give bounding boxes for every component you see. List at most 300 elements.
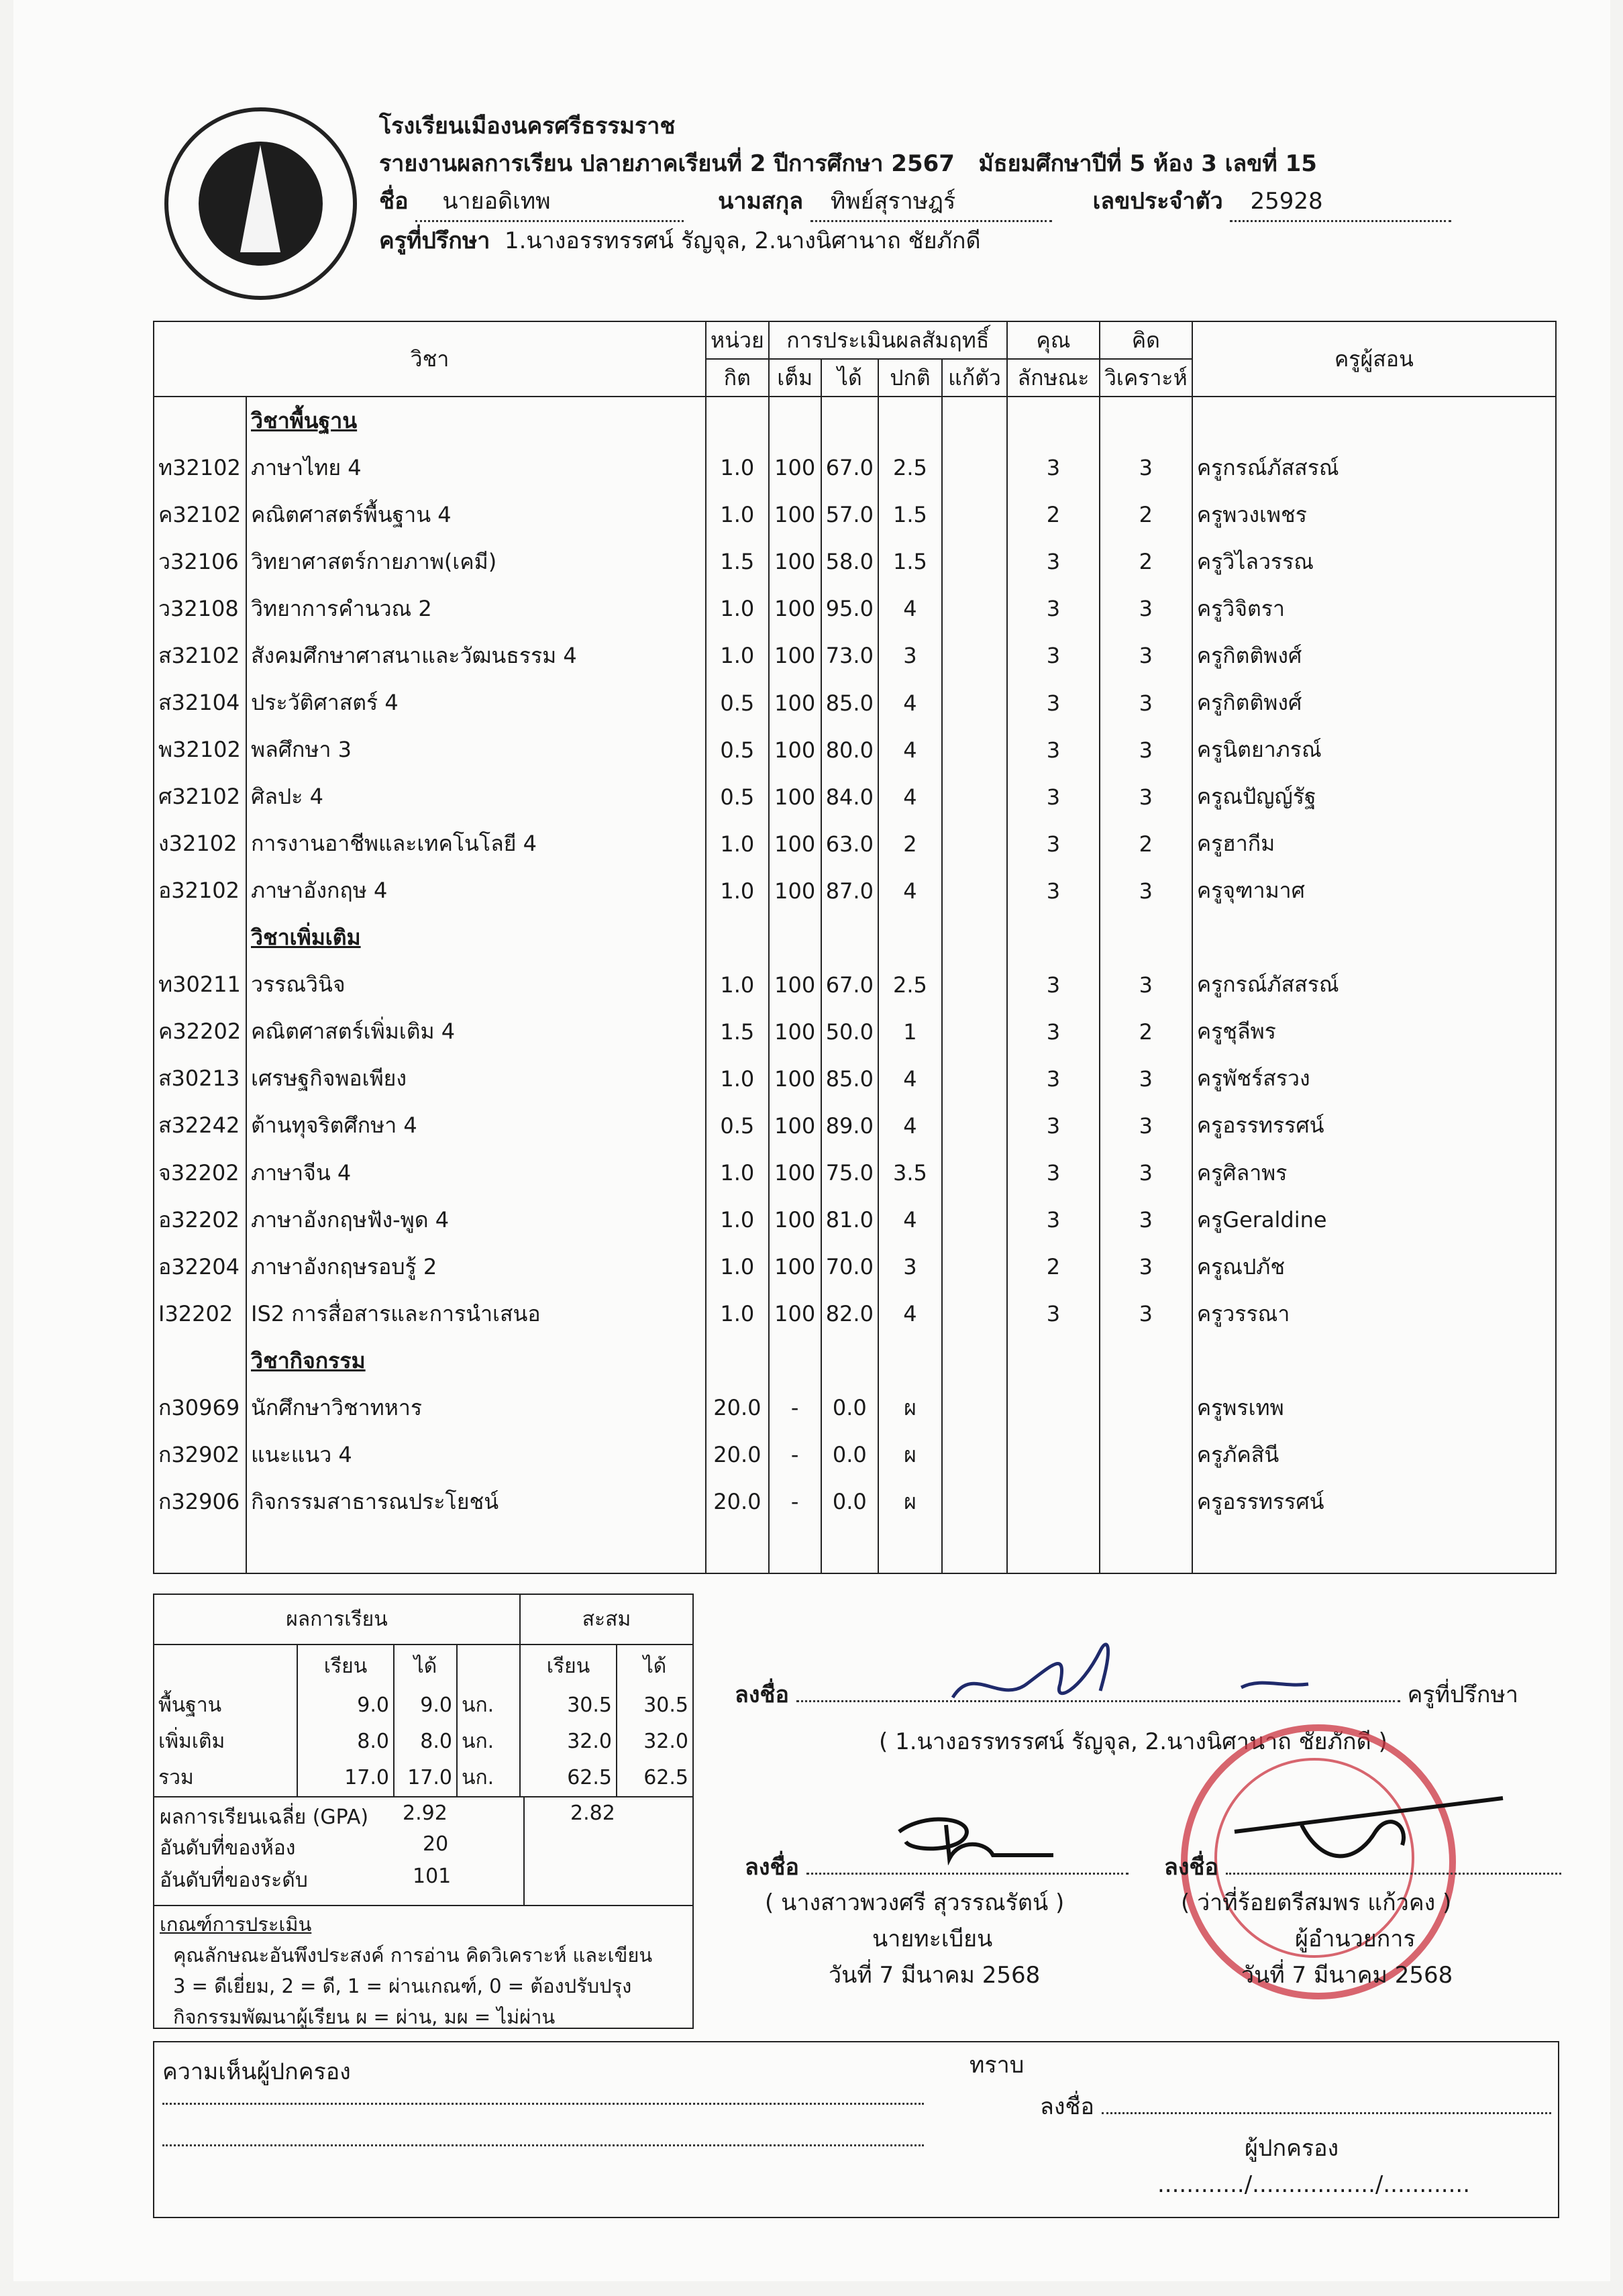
cell-char: 3: [1007, 1102, 1100, 1149]
cell-grade: ผ: [878, 1478, 942, 1525]
learn-label: เรียน: [297, 1645, 394, 1687]
cell-name: การงานอาชีพและเทคโนโลยี 4: [246, 821, 706, 868]
cell-teacher: ครูวิไลวรรณ: [1192, 538, 1556, 585]
cell-score: 84.0: [821, 774, 878, 821]
header-subject: วิชา: [154, 321, 706, 397]
cell-full: -: [769, 1384, 821, 1431]
student-id: 25928: [1230, 182, 1451, 222]
cell-full: 100: [769, 444, 821, 491]
student-surname: ทิพย์สุราษฎร์: [810, 182, 1052, 222]
parent-date-blank[interactable]: ............/................./............: [1157, 2171, 1471, 2198]
cell-char: 3: [1007, 727, 1100, 774]
cell-fix: [942, 680, 1007, 727]
cell-think: 3: [1100, 1290, 1192, 1337]
cell-think: [1100, 1431, 1192, 1478]
cell-name: ภาษาอังกฤษฟัง-พูด 4: [246, 1196, 706, 1243]
cell-name: วิทยาศาสตร์กายภาพ(เคมี): [246, 538, 706, 585]
parent-sign-line[interactable]: [1040, 2088, 1551, 2124]
cell-code: จ32202: [154, 1149, 246, 1196]
header-assessment: การประเมินผลสัมฤทธิ์: [769, 321, 1007, 359]
advisor-signature-scribble: [946, 1624, 1416, 1711]
cell-name: ภาษาอังกฤษ 4: [246, 868, 706, 915]
criteria-line-3: กิจกรรมพัฒนาผู้เรียน ผ = ผ่าน, มผ = ไม่ผ่าน: [173, 2005, 556, 2028]
grades-table: [153, 321, 1557, 1574]
cell-name: วิทยาการคำนวณ 2: [246, 585, 706, 632]
cell-full: 100: [769, 1055, 821, 1102]
cell-code: ก30969: [154, 1384, 246, 1431]
summary-row: [154, 1687, 692, 1724]
cell-think: 3: [1100, 868, 1192, 915]
cell-grade: 1.5: [878, 538, 942, 585]
cell-fix: [942, 1384, 1007, 1431]
cell-fix: [942, 821, 1007, 868]
cell-teacher: ครูพัชร์สรวง: [1192, 1055, 1556, 1102]
criteria-line-1: คุณลักษณะอันพึงประสงค์ การอ่าน คิดวิเคราะห์ และเขียน: [173, 1944, 653, 1967]
cell-code: ส32102: [154, 632, 246, 679]
cell-code: อ32102: [154, 868, 246, 915]
cell-name: ภาษาจีน 4: [246, 1149, 706, 1196]
cell-name: นักศึกษาวิชาทหาร: [246, 1384, 706, 1431]
cell-full: 100: [769, 1196, 821, 1243]
table-row: [154, 1431, 1556, 1478]
table-row: [154, 1008, 1556, 1055]
cell-char: 2: [1007, 491, 1100, 538]
cell-char: 3: [1007, 1290, 1100, 1337]
cell-grade: 1: [878, 1008, 942, 1055]
cell-credit: 0.5: [706, 727, 769, 774]
summary-learn: 17.0: [297, 1760, 394, 1796]
cell-full: 100: [769, 821, 821, 868]
cell-name: แนะแนว 4: [246, 1431, 706, 1478]
cell-think: [1100, 1478, 1192, 1525]
table-row: [154, 821, 1556, 868]
cell-credit: 1.0: [706, 1196, 769, 1243]
cell-score: 63.0: [821, 821, 878, 868]
cell-fix: [942, 774, 1007, 821]
table-row: [154, 538, 1556, 585]
cell-grade: 4: [878, 868, 942, 915]
cell-credit: 1.0: [706, 961, 769, 1008]
cell-score: 58.0: [821, 538, 878, 585]
cell-fix: [942, 1243, 1007, 1290]
cell-char: [1007, 1431, 1100, 1478]
cell-think: 3: [1100, 444, 1192, 491]
comment-line-2[interactable]: [162, 2144, 924, 2146]
cell-score: 0.0: [821, 1478, 878, 1525]
cell-grade: 1.5: [878, 491, 942, 538]
cell-full: 100: [769, 727, 821, 774]
cell-char: 3: [1007, 1196, 1100, 1243]
cell-name: ประวัติศาสตร์ 4: [246, 680, 706, 727]
cell-code: ก32902: [154, 1431, 246, 1478]
cell-grade: 4: [878, 680, 942, 727]
cell-credit: 1.0: [706, 632, 769, 679]
section-title: วิชาพื้นฐาน: [246, 397, 706, 444]
cell-teacher: ครูวรรณา: [1192, 1290, 1556, 1337]
table-row: [154, 632, 1556, 679]
advisor-names-signature: ( 1.นางอรรทรรศน์ รัญจุล, 2.นางนิศานาถ ชัยภักดี ): [879, 1728, 1388, 1755]
cell-think: 3: [1100, 961, 1192, 1008]
cell-full: -: [769, 1431, 821, 1478]
cell-grade: 3: [878, 632, 942, 679]
cell-full: 100: [769, 774, 821, 821]
header-character-1: คุณ: [1007, 321, 1100, 359]
cell-fix: [942, 868, 1007, 915]
table-row: [154, 1102, 1556, 1149]
header-analysis-1: คิด: [1100, 321, 1192, 359]
cell-fix: [942, 1196, 1007, 1243]
report-title-text: รายงานผลการเรียน ปลายภาคเรียนที่ 2 ปีการศึกษา 2567: [379, 150, 955, 177]
cell-char: 3: [1007, 444, 1100, 491]
student-name: นายอดิเทพ: [415, 182, 684, 222]
cell-credit: 1.0: [706, 1290, 769, 1337]
registrar-sign-label: ลงชื่อ: [745, 1854, 799, 1881]
cell-think: 3: [1100, 727, 1192, 774]
parent-comment-label: ความเห็นผู้ปกครอง: [162, 2058, 351, 2085]
cell-score: 0.0: [821, 1384, 878, 1431]
cell-score: 67.0: [821, 961, 878, 1008]
table-row: [154, 1243, 1556, 1290]
cell-grade: 2.5: [878, 444, 942, 491]
advisor-line: [379, 222, 1451, 260]
parent-sign-label: ลงชื่อ: [1040, 2093, 1094, 2120]
director-role: ผู้อำนวยการ: [1295, 1926, 1416, 1952]
rank-room-value: 20: [423, 1832, 449, 1856]
summary-got: 9.0: [394, 1687, 457, 1724]
cell-char: 2: [1007, 1243, 1100, 1290]
cell-name: ภาษาอังกฤษรอบรู้ 2: [246, 1243, 706, 1290]
cell-code: ส30213: [154, 1055, 246, 1102]
criteria-title: เกณฑ์การประเมิน: [160, 1913, 312, 1936]
cell-teacher: ครูชุลีพร: [1192, 1008, 1556, 1055]
cell-char: 3: [1007, 632, 1100, 679]
parent-role: ผู้ปกครอง: [1245, 2135, 1339, 2162]
rank-room-label: อันดับที่ของห้อง: [160, 1836, 296, 1860]
registrar-name: ( นางสาวพวงศรี สุวรรณรัตน์ ): [765, 1889, 1065, 1916]
registrar-date: วันที่ 7 มีนาคม 2568: [829, 1962, 1041, 1989]
cell-credit: 1.0: [706, 444, 769, 491]
cell-grade: 4: [878, 727, 942, 774]
class-info: มัธยมศึกษาปีที่ 5 ห้อง 3 เลขที่ 15: [978, 150, 1317, 177]
cell-think: 3: [1100, 585, 1192, 632]
cell-teacher: ครูณปัญญ์รัฐ: [1192, 774, 1556, 821]
cell-code: ก32906: [154, 1478, 246, 1525]
cell-grade: ผ: [878, 1384, 942, 1431]
summary-row: [154, 1760, 692, 1796]
cell-score: 57.0: [821, 491, 878, 538]
comment-line-1[interactable]: [162, 2103, 924, 2105]
grades-body: [154, 397, 1556, 1573]
cell-score: 73.0: [821, 632, 878, 679]
table-row: [154, 961, 1556, 1008]
table-row: [154, 1478, 1556, 1525]
cell-think: 3: [1100, 632, 1192, 679]
registrar-signature-scribble: [886, 1805, 1087, 1865]
cell-char: 3: [1007, 680, 1100, 727]
cell-credit: 1.0: [706, 491, 769, 538]
summary-got: 17.0: [394, 1760, 457, 1796]
summary-unit: นก.: [457, 1687, 520, 1724]
id-label: เลขประจำตัว: [1092, 188, 1223, 215]
results-label: ผลการเรียน: [154, 1595, 520, 1645]
gpa-accum-value: 2.82: [570, 1802, 615, 1825]
cell-teacher: ครูภัคสินี: [1192, 1431, 1556, 1478]
cell-grade: 4: [878, 585, 942, 632]
cell-teacher: ครูGeraldine: [1192, 1196, 1556, 1243]
accum-label: สะสม: [582, 1608, 631, 1632]
cell-think: 3: [1100, 1243, 1192, 1290]
cell-teacher: ครูฮากีม: [1192, 821, 1556, 868]
cell-char: [1007, 1478, 1100, 1525]
cell-credit: 1.5: [706, 538, 769, 585]
summary-label: รวม: [158, 1766, 194, 1790]
cell-credit: 20.0: [706, 1384, 769, 1431]
cell-score: 82.0: [821, 1290, 878, 1337]
summary-unit: นก.: [457, 1724, 520, 1760]
cell-name: สังคมศึกษาศาสนาและวัฒนธรรม 4: [246, 632, 706, 679]
report-title: [379, 145, 1451, 182]
summary-learn: 9.0: [297, 1687, 394, 1724]
cell-grade: 3.5: [878, 1149, 942, 1196]
cell-code: ค32202: [154, 1008, 246, 1055]
cell-name: กิจกรรมสาธารณประโยชน์: [246, 1478, 706, 1525]
header-character-2: ลักษณะ: [1007, 359, 1100, 397]
summary-row: [154, 1724, 692, 1760]
student-line: [379, 182, 1451, 222]
cell-char: 3: [1007, 1055, 1100, 1102]
summary-acc-got: 30.5: [617, 1687, 692, 1724]
school-seal-logo: [164, 107, 357, 300]
cell-teacher: ครูณปภัช: [1192, 1243, 1556, 1290]
cell-credit: 0.5: [706, 774, 769, 821]
cell-code: อ32204: [154, 1243, 246, 1290]
cell-fix: [942, 444, 1007, 491]
cell-full: 100: [769, 680, 821, 727]
cell-name: คณิตศาสตร์พื้นฐาน 4: [246, 491, 706, 538]
parent-comment-box: [153, 2041, 1559, 2218]
cell-grade: 4: [878, 774, 942, 821]
cell-full: 100: [769, 1149, 821, 1196]
summary-learn: 8.0: [297, 1724, 394, 1760]
cell-full: 100: [769, 1102, 821, 1149]
cell-score: 67.0: [821, 444, 878, 491]
surname-label: นามสกุล: [718, 188, 804, 215]
cell-score: 89.0: [821, 1102, 878, 1149]
cell-fix: [942, 632, 1007, 679]
cell-code: ท32102: [154, 444, 246, 491]
cell-code: ส32104: [154, 680, 246, 727]
cell-fix: [942, 585, 1007, 632]
table-row: [154, 1290, 1556, 1337]
section-title: วิชากิจกรรม: [246, 1337, 706, 1384]
summary-table: [154, 1595, 692, 1796]
acknowledge-label: ทราบ: [970, 2052, 1025, 2079]
advisor-role: ครูที่ปรึกษา: [1407, 1681, 1518, 1708]
table-row: [154, 1196, 1556, 1243]
cell-score: 85.0: [821, 680, 878, 727]
cell-teacher: ครูกรณ์ภัสสรณ์: [1192, 961, 1556, 1008]
advisor-label: ครูที่ปรึกษา: [379, 227, 490, 254]
summary-got: 8.0: [394, 1724, 457, 1760]
director-sign-label: ลงชื่อ: [1164, 1854, 1218, 1881]
cell-fix: [942, 491, 1007, 538]
cell-code: ท30211: [154, 961, 246, 1008]
cell-score: 95.0: [821, 585, 878, 632]
cell-teacher: ครูจุฑามาศ: [1192, 868, 1556, 915]
cell-grade: 2.5: [878, 961, 942, 1008]
cell-full: 100: [769, 1290, 821, 1337]
cell-teacher: ครูพรเทพ: [1192, 1384, 1556, 1431]
cell-credit: 20.0: [706, 1478, 769, 1525]
cell-think: 2: [1100, 538, 1192, 585]
cell-code: ส32242: [154, 1102, 246, 1149]
cell-name: ต้านทุจริตศึกษา 4: [246, 1102, 706, 1149]
cell-char: 3: [1007, 868, 1100, 915]
header-credit-1: หน่วย: [706, 321, 769, 359]
cell-think: 3: [1100, 1149, 1192, 1196]
cell-full: 100: [769, 585, 821, 632]
cell-grade: 3: [878, 1243, 942, 1290]
cell-full: 100: [769, 1243, 821, 1290]
cell-char: 3: [1007, 585, 1100, 632]
cell-score: 87.0: [821, 868, 878, 915]
section-title: วิชาเพิ่มเติม: [246, 915, 706, 961]
cell-think: 3: [1100, 1102, 1192, 1149]
table-row: [154, 585, 1556, 632]
table-row: [154, 1384, 1556, 1431]
cell-char: 3: [1007, 1149, 1100, 1196]
header-teacher: ครูผู้สอน: [1192, 321, 1556, 397]
cell-score: 50.0: [821, 1008, 878, 1055]
cell-full: 100: [769, 1008, 821, 1055]
cell-think: 2: [1100, 1008, 1192, 1055]
cell-code: ง32102: [154, 821, 246, 868]
cell-fix: [942, 1290, 1007, 1337]
summary-acc-learn: 62.5: [567, 1766, 612, 1790]
rank-level-label: อันดับที่ของระดับ: [160, 1869, 308, 1892]
cell-score: 85.0: [821, 1055, 878, 1102]
cell-name: พลศึกษา 3: [246, 727, 706, 774]
summary-rows: [154, 1687, 692, 1796]
summary-box: [153, 1594, 694, 2029]
cell-full: 100: [769, 632, 821, 679]
cell-credit: 1.5: [706, 1008, 769, 1055]
cell-think: [1100, 1384, 1192, 1431]
cell-credit: 1.0: [706, 1149, 769, 1196]
cell-score: 81.0: [821, 1196, 878, 1243]
cell-full: 100: [769, 538, 821, 585]
director-date: วันที่ 7 มีนาคม 2568: [1241, 1962, 1453, 1989]
cell-fix: [942, 1431, 1007, 1478]
header-full: เต็ม: [769, 359, 821, 397]
cell-fix: [942, 1055, 1007, 1102]
got-label: ได้: [394, 1645, 457, 1687]
header-retake: แก้ตัว: [942, 359, 1007, 397]
section-row: [154, 397, 1556, 444]
summary-label: เพิ่มเติม: [158, 1730, 225, 1754]
table-row: [154, 1055, 1556, 1102]
criteria-line-2: 3 = ดีเยี่ยม, 2 = ดี, 1 = ผ่านเกณฑ์, 0 = ต้องปรับปรุง: [173, 1975, 632, 1997]
gpa-label: ผลการเรียนเฉลี่ย (GPA): [160, 1806, 369, 1829]
table-row: [154, 774, 1556, 821]
cell-grade: 4: [878, 1290, 942, 1337]
summary-label: พื้นฐาน: [158, 1693, 222, 1718]
header-score: ได้: [821, 359, 878, 397]
cell-code: อ32202: [154, 1196, 246, 1243]
header-analysis-2: วิเคราะห์: [1100, 359, 1192, 397]
cell-name: เศรษฐกิจพอเพียง: [246, 1055, 706, 1102]
cell-name: คณิตศาสตร์เพิ่มเติม 4: [246, 1008, 706, 1055]
cell-grade: 2: [878, 821, 942, 868]
gpa-section: [154, 1796, 692, 1905]
cell-code: ว32106: [154, 538, 246, 585]
section-row: [154, 1337, 1556, 1384]
summary-acc-learn: 32.0: [567, 1730, 612, 1754]
cell-name: IS2 การสื่อสารและการนำเสนอ: [246, 1290, 706, 1337]
table-row: [154, 868, 1556, 915]
cell-char: 3: [1007, 1008, 1100, 1055]
cell-char: 3: [1007, 821, 1100, 868]
cell-grade: ผ: [878, 1431, 942, 1478]
cell-name: ศิลปะ 4: [246, 774, 706, 821]
registrar-role: นายทะเบียน: [872, 1926, 993, 1952]
cell-code: ว32108: [154, 585, 246, 632]
cell-teacher: ครูศิลาพร: [1192, 1149, 1556, 1196]
cell-credit: 1.0: [706, 1243, 769, 1290]
cell-code: I32202: [154, 1290, 246, 1337]
summary-acc-got: 62.5: [617, 1760, 692, 1796]
cell-credit: 1.0: [706, 821, 769, 868]
header-credit-2: กิต: [706, 359, 769, 397]
cell-teacher: ครูอรรทรรศน์: [1192, 1102, 1556, 1149]
cell-teacher: ครูกิตติพงศ์: [1192, 680, 1556, 727]
cell-full: 100: [769, 868, 821, 915]
section-row: [154, 915, 1556, 961]
table-empty-space: [154, 1525, 1556, 1573]
table-row: [154, 1149, 1556, 1196]
cell-score: 70.0: [821, 1243, 878, 1290]
cell-credit: 20.0: [706, 1431, 769, 1478]
cell-fix: [942, 727, 1007, 774]
rank-level-value: 101: [413, 1865, 452, 1888]
cell-think: 3: [1100, 1196, 1192, 1243]
cell-char: [1007, 1384, 1100, 1431]
cell-fix: [942, 1102, 1007, 1149]
cell-credit: 1.0: [706, 868, 769, 915]
cell-teacher: ครูนิตยาภรณ์: [1192, 727, 1556, 774]
cell-full: -: [769, 1478, 821, 1525]
cell-code: ค32102: [154, 491, 246, 538]
cell-name: วรรณวินิจ: [246, 961, 706, 1008]
cell-code: ศ32102: [154, 774, 246, 821]
cell-grade: 4: [878, 1102, 942, 1149]
table-row: [154, 680, 1556, 727]
cell-fix: [942, 1149, 1007, 1196]
cell-teacher: ครูกรณ์ภัสสรณ์: [1192, 444, 1556, 491]
cell-think: 3: [1100, 774, 1192, 821]
cell-fix: [942, 961, 1007, 1008]
table-row: [154, 727, 1556, 774]
cell-char: 3: [1007, 961, 1100, 1008]
acc-learn-label: เรียน: [546, 1654, 590, 1678]
cell-teacher: ครูวิจิตรา: [1192, 585, 1556, 632]
cell-teacher: ครูอรรทรรศน์: [1192, 1478, 1556, 1525]
criteria-section: [154, 1905, 692, 2035]
director-signature-scribble: [1221, 1785, 1530, 1879]
cell-credit: 1.0: [706, 1055, 769, 1102]
cell-teacher: ครูพวงเพชร: [1192, 491, 1556, 538]
cell-score: 75.0: [821, 1149, 878, 1196]
